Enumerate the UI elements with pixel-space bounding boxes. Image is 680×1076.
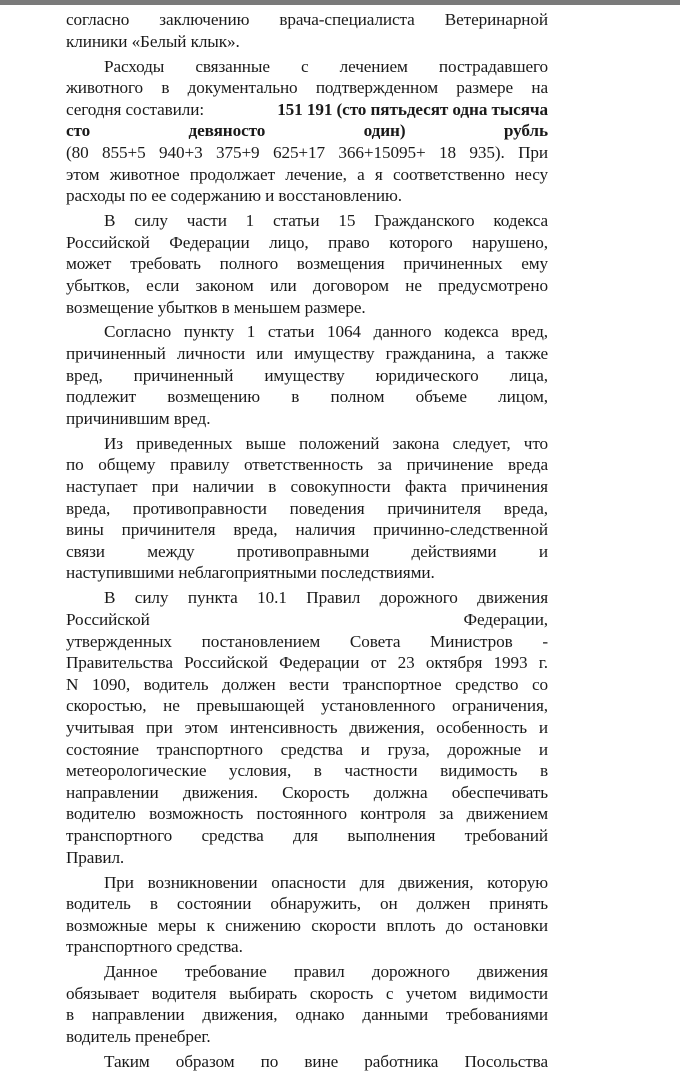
text-line: Российской Федерации лицо, право которого нарушено,: [66, 232, 548, 252]
text-line: наступившими неблагоприятными последствиями.: [66, 563, 435, 583]
text-line: состояние транспортного средства и груза, дорожные и: [66, 739, 548, 759]
text-line: Правительства Российской Федерации от 23 октября 1993 г.: [66, 653, 548, 673]
text-line: Расходы связанные с лечением пострадавшего: [104, 56, 548, 76]
text-line: может требовать полного возмещения причиненных ему: [66, 254, 548, 274]
paragraph-vet-conclusion: [66, 9, 548, 52]
text-line: Правил.: [66, 847, 125, 867]
text-line: подлежит возмещению в полном объеме лицом,: [66, 387, 548, 407]
text-line-amount: [66, 99, 548, 121]
paragraph-civil-code-15: [66, 210, 548, 318]
paragraph-civil-code-1064: [66, 321, 548, 429]
text-line: водитель пренебрег.: [66, 1027, 211, 1047]
paragraph-traffic-rules-10-1: [66, 587, 548, 868]
text-fragment: сегодня составили:: [66, 99, 205, 119]
paragraph-conclusion-start: [66, 1051, 548, 1073]
paragraph-requirement-neglected: [66, 961, 548, 1047]
document-page: [66, 9, 548, 1076]
text-line: возможные меры к снижению скорости вплоть до остановки: [66, 915, 548, 935]
text-line: Согласно пункту 1 статьи 1064 данного кодекса вред,: [104, 322, 548, 342]
text-line: N 1090, водитель должен вести транспортное средство со: [66, 674, 548, 694]
text-line: по общему правилу ответственность за причинение вреда: [66, 455, 548, 475]
text-line: животного в документально подтвержденном размере на: [66, 78, 548, 98]
text-line: убытков, если законом или договором не предусмотрено: [66, 275, 548, 295]
text-line: скоростью, не превышающей установленного ограничения,: [66, 696, 548, 716]
text-line: клиники «Белый клык».: [66, 31, 240, 51]
text-line: транспортного средства для выполнения требований: [66, 825, 548, 845]
paragraph-expenses: [66, 56, 548, 207]
paragraph-danger-response: [66, 872, 548, 958]
text-line: этом животное продолжает лечение, а я соответственно несу: [66, 164, 548, 184]
amount-word: девяносто: [188, 121, 266, 141]
text-line: вреда, противоправности поведения причинителя вреда,: [66, 498, 548, 518]
text-line: В силу пункта 10.1 Правил дорожного движения: [104, 588, 548, 608]
text-line: транспортного средства.: [66, 937, 243, 957]
expense-breakdown-line: (80 855+5 940+3 375+9 625+17 366+15095+ 18 935). При: [66, 142, 548, 162]
text-line: в направлении движения, однако данными требованиями: [66, 1005, 548, 1025]
text-line: согласно заключению врача-специалиста Ветеринарной: [66, 10, 548, 29]
text-line: Из приведенных выше положений закона следует, что: [104, 433, 548, 453]
text-line: направлении движения. Скорость должна обеспечивать: [66, 782, 548, 802]
text-line: метеорологические условия, в частности видимость в: [66, 761, 548, 781]
amount-word: сто: [66, 121, 91, 141]
top-edge-bar: [0, 0, 680, 5]
text-line: причинившим вред.: [66, 408, 211, 428]
text-line: водителю возможность постоянного контроля за движением: [66, 804, 548, 824]
text-line: утвержденных постановлением Совета Министров -: [66, 631, 548, 651]
text-line: наступает при наличии в совокупности факта причинения: [66, 477, 548, 497]
amount-in-words-line: [66, 120, 548, 142]
text-line: расходы по ее содержанию и восстановлению.: [66, 186, 402, 206]
paragraph-liability-conditions: [66, 433, 548, 584]
amount-word: один): [363, 121, 406, 141]
text-line: обязывает водителя выбирать скорость с учетом видимости: [66, 983, 548, 1003]
text-line: Данное требование правил дорожного движения: [104, 962, 548, 982]
text-line: Российской Федерации,: [66, 609, 548, 629]
text-line: связи между противоправными действиями и: [66, 541, 548, 561]
total-amount-bold: 151 191 (сто пятьдесят одна тысяча: [277, 99, 548, 119]
text-line: причиненный личности или имуществу гражданина, а также: [66, 344, 548, 364]
text-line: вред, причиненный имуществу юридического лица,: [66, 365, 548, 385]
text-line: При возникновении опасности для движения, которую: [104, 872, 548, 892]
text-line: Таким образом по вине работника Посольства: [104, 1052, 548, 1072]
amount-word: рубль: [503, 121, 548, 141]
text-line: водитель в состоянии обнаружить, он должен принять: [66, 894, 548, 914]
text-line: возмещение убытков в меньшем размере.: [66, 297, 366, 317]
text-line: В силу части 1 статьи 15 Гражданского кодекса: [104, 211, 548, 231]
text-line: вины причинителя вреда, наличия причинно-следственной: [66, 520, 548, 540]
text-line: учитывая при этом интенсивность движения, особенность и: [66, 717, 548, 737]
